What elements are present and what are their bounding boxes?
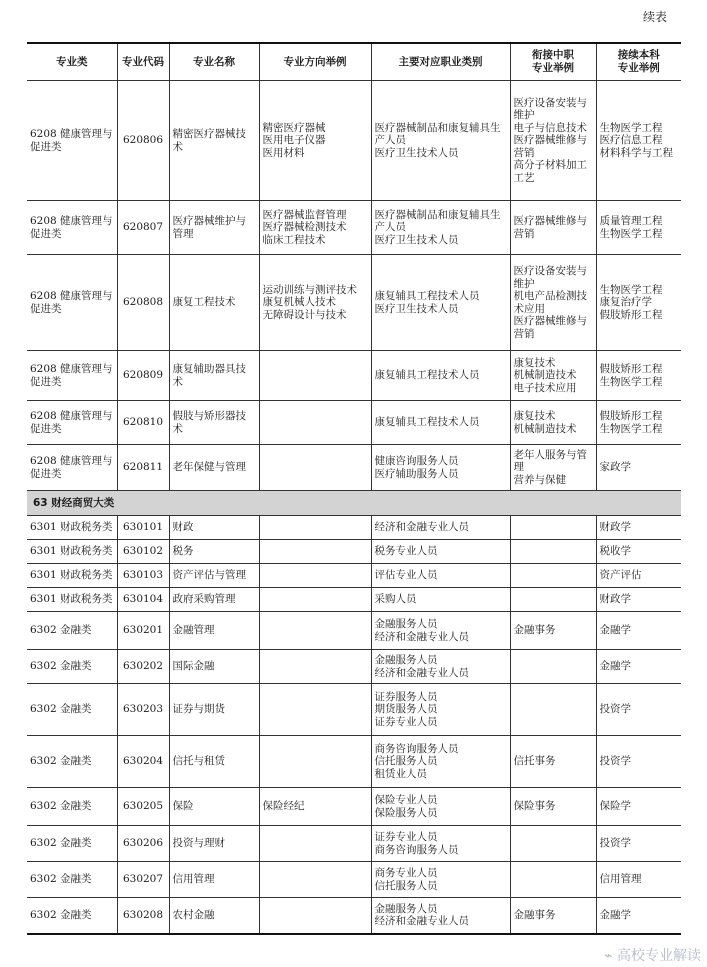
cell-name: 金融管理 <box>169 612 259 650</box>
header-occupation: 主要对应职业类别 <box>371 43 510 81</box>
cell-cat: 6301 财政税务类 <box>27 564 117 588</box>
cell-ug: 信用管理 <box>596 862 681 898</box>
cell-cat: 6302 金融类 <box>27 650 117 684</box>
header-code: 专业代码 <box>117 43 169 81</box>
header-undergrad: 接续本科 专业举例 <box>596 43 681 81</box>
table-row <box>27 650 681 684</box>
cell-dir <box>259 540 371 564</box>
cell-ug: 金融学 <box>596 898 681 934</box>
cell-code: 630208 <box>117 898 169 934</box>
cell-mid: 信托事务 <box>510 736 596 788</box>
table-row <box>27 826 681 862</box>
cell-name: 假肢与矫形器技术 <box>169 401 259 445</box>
cell-dir: 保险经纪 <box>259 788 371 826</box>
cell-code: 630104 <box>117 588 169 612</box>
cell-ug: 投资学 <box>596 684 681 736</box>
cell-cat: 6302 金融类 <box>27 736 117 788</box>
cell-occ: 证券专业人员 商务咨询服务人员 <box>371 826 510 862</box>
table-row <box>27 540 681 564</box>
cell-mid <box>510 650 596 684</box>
cell-name: 康复工程技术 <box>169 255 259 351</box>
cell-ug: 财政学 <box>596 516 681 540</box>
cell-mid: 医疗设备安装与维护 电子与信息技术 医疗器械维修与营销 高分子材料加工工艺 <box>510 81 596 201</box>
cell-code: 620806 <box>117 81 169 201</box>
cell-code: 630204 <box>117 736 169 788</box>
cell-name: 税务 <box>169 540 259 564</box>
cell-occ: 经济和金融专业人员 <box>371 516 510 540</box>
cell-ug: 假肢矫形工程 生物医学工程 <box>596 401 681 445</box>
cell-dir <box>259 588 371 612</box>
cell-dir: 精密医疗器械 医用电子仪器 医用材料 <box>259 81 371 201</box>
cell-code: 630103 <box>117 564 169 588</box>
cell-occ: 金融服务人员 经济和金融专业人员 <box>371 612 510 650</box>
cell-occ: 金融服务人员 经济和金融专业人员 <box>371 898 510 934</box>
cell-mid <box>510 564 596 588</box>
cell-cat: 6208 健康管理与促进类 <box>27 201 117 255</box>
cell-mid <box>510 684 596 736</box>
cell-ug: 财政学 <box>596 588 681 612</box>
cell-code: 630202 <box>117 650 169 684</box>
cell-code: 620807 <box>117 201 169 255</box>
cell-cat: 6302 金融类 <box>27 862 117 898</box>
cell-name: 信用管理 <box>169 862 259 898</box>
cell-code: 630205 <box>117 788 169 826</box>
cell-mid: 金融事务 <box>510 898 596 934</box>
cell-cat: 6208 健康管理与促进类 <box>27 351 117 401</box>
cell-dir <box>259 401 371 445</box>
cell-occ: 康复辅具工程技术人员 <box>371 401 510 445</box>
cell-occ: 商务咨询服务人员 信托服务人员 租赁业人员 <box>371 736 510 788</box>
cell-cat: 6301 财政税务类 <box>27 540 117 564</box>
header-direction: 专业方向举例 <box>259 43 371 81</box>
cell-cat: 6302 金融类 <box>27 898 117 934</box>
cell-name: 资产评估与管理 <box>169 564 259 588</box>
cell-occ: 采购人员 <box>371 588 510 612</box>
cell-occ: 税务专业人员 <box>371 540 510 564</box>
cell-cat: 6208 健康管理与促进类 <box>27 255 117 351</box>
cell-mid: 医疗设备安装与维护 机电产品检测技术应用 医疗器械维修与营销 <box>510 255 596 351</box>
cell-mid <box>510 540 596 564</box>
cell-mid: 康复技术 机械制造技术 <box>510 401 596 445</box>
cell-occ: 健康咨询服务人员 医疗辅助服务人员 <box>371 445 510 491</box>
cell-occ: 保险专业人员 保险服务人员 <box>371 788 510 826</box>
table-row <box>27 201 681 255</box>
header-row <box>27 43 681 81</box>
cell-cat: 6208 健康管理与促进类 <box>27 401 117 445</box>
table-row <box>27 516 681 540</box>
table-row <box>27 736 681 788</box>
cell-cat: 6302 金融类 <box>27 826 117 862</box>
continued-label: 续表 <box>642 10 667 24</box>
cell-occ: 评估专业人员 <box>371 564 510 588</box>
table-row <box>27 81 681 201</box>
cell-name: 精密医疗器械技术 <box>169 81 259 201</box>
section-title: 63 财经商贸大类 <box>27 491 681 516</box>
cell-name: 投资与理财 <box>169 826 259 862</box>
cell-ug: 金融学 <box>596 612 681 650</box>
cell-name: 老年保健与管理 <box>169 445 259 491</box>
watermark: ⌁ 高校专业解读 <box>604 948 701 964</box>
cell-name: 康复辅助器具技术 <box>169 351 259 401</box>
cell-code: 620811 <box>117 445 169 491</box>
cell-occ: 康复辅具工程技术人员 <box>371 351 510 401</box>
cell-mid: 保险事务 <box>510 788 596 826</box>
table-row <box>27 684 681 736</box>
cell-dir <box>259 650 371 684</box>
cell-cat: 6302 金融类 <box>27 612 117 650</box>
cell-ug: 金融学 <box>596 650 681 684</box>
cell-occ: 康复辅具工程技术人员 医疗卫生技术人员 <box>371 255 510 351</box>
cell-ug: 假肢矫形工程 生物医学工程 <box>596 351 681 401</box>
cell-name: 国际金融 <box>169 650 259 684</box>
cell-name: 农村金融 <box>169 898 259 934</box>
table-row <box>27 588 681 612</box>
cell-mid <box>510 826 596 862</box>
cell-name: 证券与期货 <box>169 684 259 736</box>
cell-mid <box>510 588 596 612</box>
cell-ug: 投资学 <box>596 826 681 862</box>
cell-dir <box>259 564 371 588</box>
cell-mid <box>510 516 596 540</box>
table-row <box>27 788 681 826</box>
cell-name: 保险 <box>169 788 259 826</box>
cell-name: 政府采购管理 <box>169 588 259 612</box>
table-row <box>27 898 681 934</box>
cell-code: 630102 <box>117 540 169 564</box>
cell-dir <box>259 862 371 898</box>
section-row <box>27 491 681 516</box>
cell-ug: 家政学 <box>596 445 681 491</box>
cell-dir: 医疗器械监督管理 医疗器械检测技术 临床工程技术 <box>259 201 371 255</box>
cell-cat: 6301 财政税务类 <box>27 588 117 612</box>
cell-dir <box>259 516 371 540</box>
cell-dir <box>259 826 371 862</box>
cell-mid: 医疗器械维修与营销 <box>510 201 596 255</box>
cell-code: 620809 <box>117 351 169 401</box>
cell-cat: 6302 金融类 <box>27 788 117 826</box>
cell-cat: 6302 金融类 <box>27 684 117 736</box>
cell-code: 630201 <box>117 612 169 650</box>
table-row <box>27 564 681 588</box>
cell-ug: 保险学 <box>596 788 681 826</box>
cell-occ: 医疗器械制品和康复辅具生产人员 医疗卫生技术人员 <box>371 81 510 201</box>
cell-code: 630207 <box>117 862 169 898</box>
cell-cat: 6208 健康管理与促进类 <box>27 81 117 201</box>
table-row <box>27 445 681 491</box>
cell-cat: 6301 财政税务类 <box>27 516 117 540</box>
table-row <box>27 862 681 898</box>
cell-mid: 老年人服务与管理 营养与保健 <box>510 445 596 491</box>
table-row <box>27 255 681 351</box>
cell-mid <box>510 862 596 898</box>
header-category: 专业类 <box>27 43 117 81</box>
cell-occ: 医疗器械制品和康复辅具生产人员 医疗卫生技术人员 <box>371 201 510 255</box>
cell-ug: 生物医学工程 医疗信息工程 材料科学与工程 <box>596 81 681 201</box>
header-secondary: 衔接中职 专业举例 <box>510 43 596 81</box>
table-row <box>27 401 681 445</box>
cell-dir <box>259 736 371 788</box>
cell-code: 630203 <box>117 684 169 736</box>
cell-occ: 商务专业人员 信托服务人员 <box>371 862 510 898</box>
cell-dir <box>259 684 371 736</box>
cell-occ: 证券服务人员 期货服务人员 证券专业人员 <box>371 684 510 736</box>
cell-ug: 质量管理工程 生物医学工程 <box>596 201 681 255</box>
cell-occ: 金融服务人员 经济和金融专业人员 <box>371 650 510 684</box>
cell-ug: 资产评估 <box>596 564 681 588</box>
cell-code: 630101 <box>117 516 169 540</box>
cell-mid: 金融事务 <box>510 612 596 650</box>
cell-dir: 运动训练与测评技术 康复机械人技术 无障碍设计与技术 <box>259 255 371 351</box>
cell-ug: 生物医学工程 康复治疗学 假肢矫形工程 <box>596 255 681 351</box>
cell-dir <box>259 351 371 401</box>
header-name: 专业名称 <box>169 43 259 81</box>
cell-ug: 税收学 <box>596 540 681 564</box>
table-row <box>27 612 681 650</box>
table-row <box>27 351 681 401</box>
cell-name: 信托与租赁 <box>169 736 259 788</box>
cell-code: 620810 <box>117 401 169 445</box>
cell-dir <box>259 898 371 934</box>
cell-mid: 康复技术 机械制造技术 电子技术应用 <box>510 351 596 401</box>
cell-name: 财政 <box>169 516 259 540</box>
cell-cat: 6208 健康管理与促进类 <box>27 445 117 491</box>
cell-name: 医疗器械维护与管理 <box>169 201 259 255</box>
cell-dir <box>259 445 371 491</box>
majors-table <box>27 42 681 935</box>
cell-dir <box>259 612 371 650</box>
cell-code: 620808 <box>117 255 169 351</box>
cell-code: 630206 <box>117 826 169 862</box>
cell-ug: 投资学 <box>596 736 681 788</box>
